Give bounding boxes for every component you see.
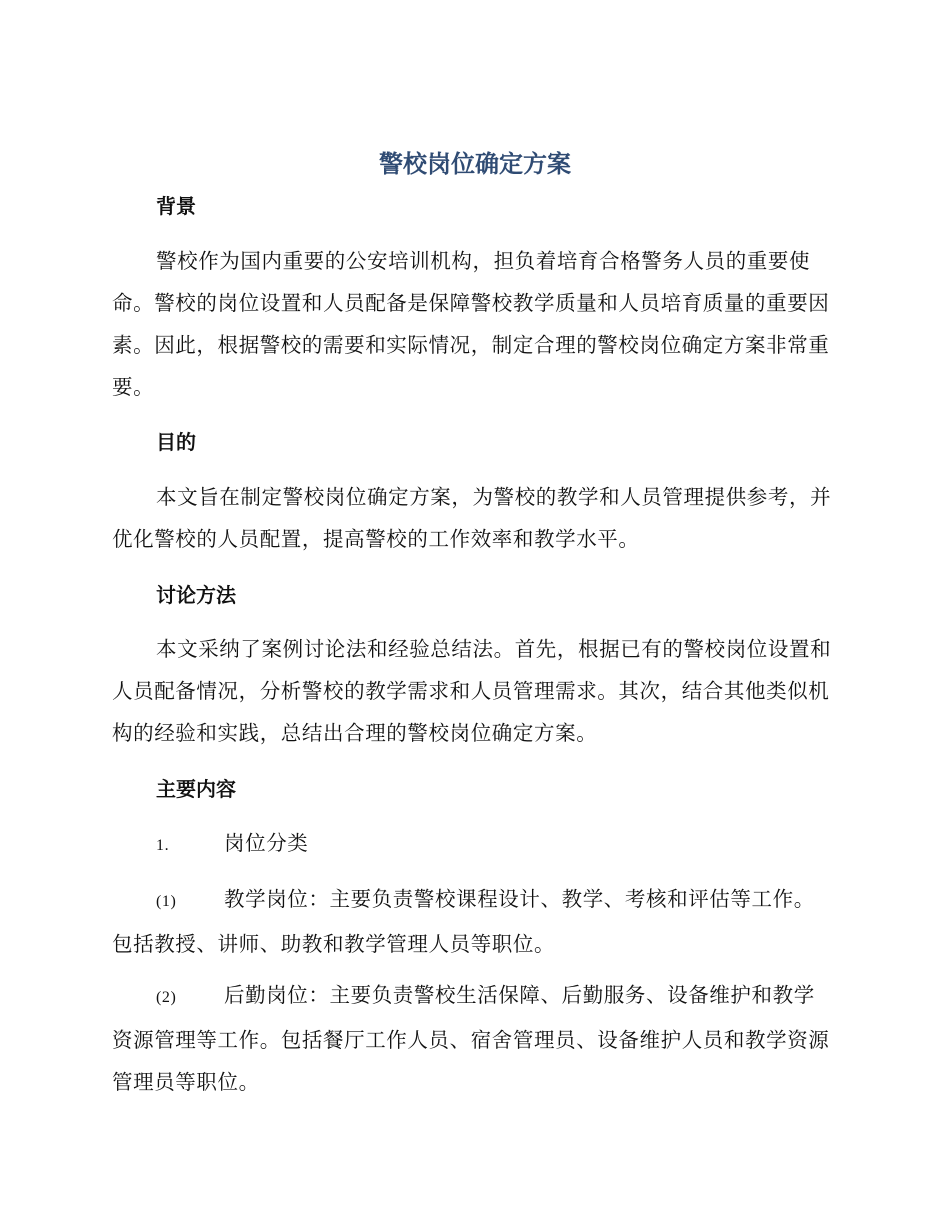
list-number: 1. — [156, 837, 170, 854]
sub-item-number: (2) — [156, 989, 177, 1006]
sub-item-text: 后勤岗位：主要负责警校生活保障、后勤服务、设备维护和教学资源管理等工作。包括餐厅工作人员、宿舍管理员、设备维护人员和教学资源管理员等职位。 — [112, 983, 830, 1094]
list-item-text: 岗位分类 — [224, 831, 309, 855]
sub-item-2 — [112, 974, 834, 1103]
paragraph-method: 本文采纳了案例讨论法和经验总结法。首先，根据已有的警校岗位设置和人员配备情况，分析警校的教学需求和人员管理需求。其次，结合其他类似机构的经验和实践，总结出合理的警校岗位确定方案。 — [112, 637, 832, 745]
document-title: 警校岗位确定方案 — [379, 150, 571, 178]
heading-main-content: 主要内容 — [156, 777, 236, 801]
heading-method: 讨论方法 — [156, 583, 236, 607]
sub-item-text: 教学岗位：主要负责警校课程设计、教学、考核和评估等工作。包括教授、讲师、助教和教学管理人员等职位。 — [112, 887, 815, 956]
paragraph-purpose: 本文旨在制定警校岗位确定方案，为警校的教学和人员管理提供参考，并优化警校的人员配置，提高警校的工作效率和教学水平。 — [112, 485, 832, 551]
list-item-1 — [112, 822, 834, 867]
sub-item-number: (1) — [156, 893, 177, 910]
paragraph-background: 警校作为国内重要的公安培训机构，担负着培育合格警务人员的重要使命。警校的岗位设置和人员配备是保障警校教学质量和人员培育质量的重要因素。因此，根据警校的需要和实际情况，制定合理的警校岗位确定方案非常重要。 — [112, 249, 830, 399]
heading-background: 背景 — [156, 194, 196, 218]
sub-item-1 — [112, 878, 834, 965]
heading-purpose: 目的 — [156, 430, 196, 454]
